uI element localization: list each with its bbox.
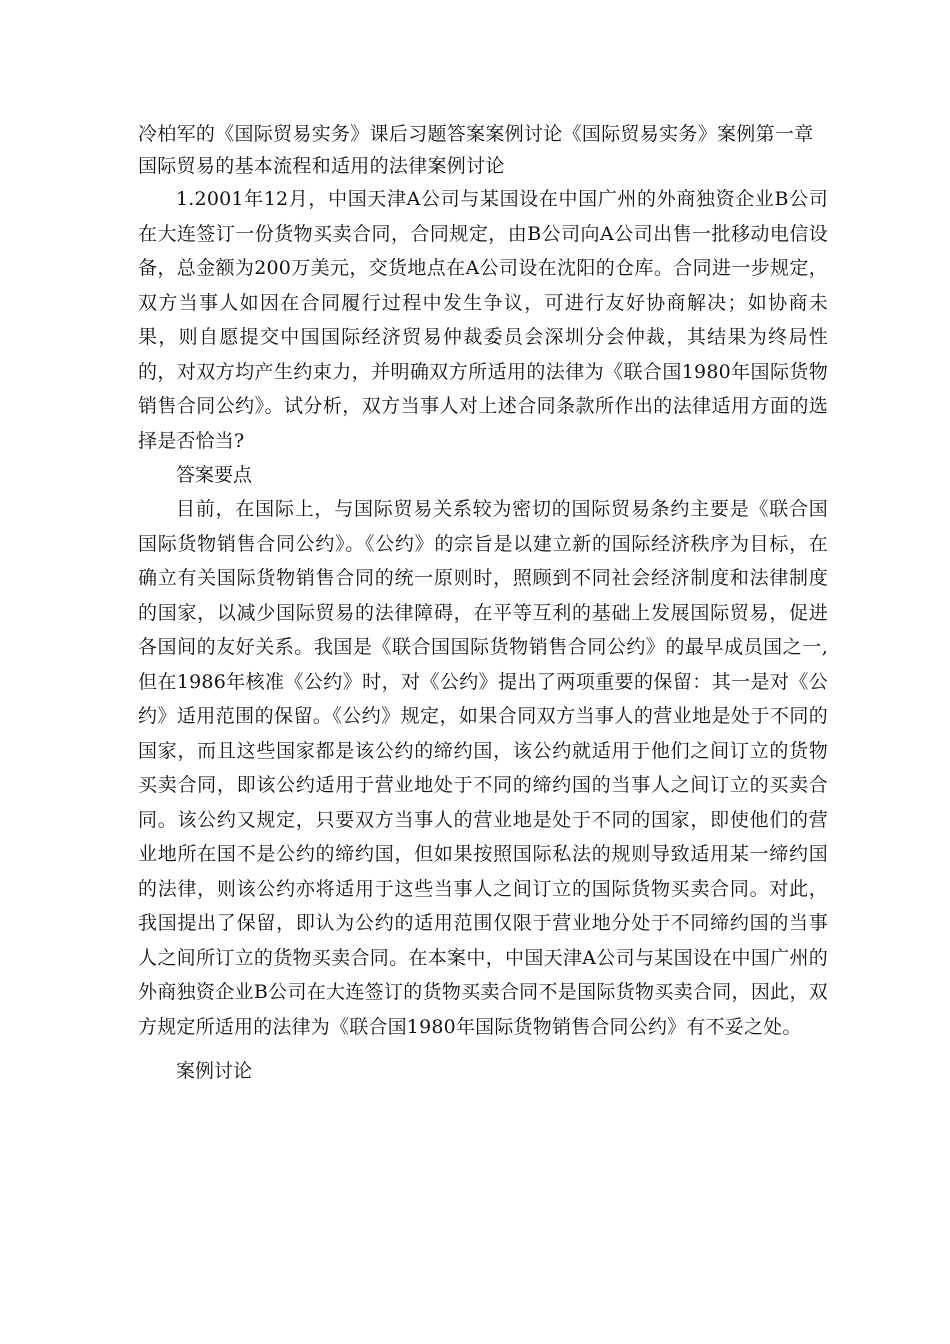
case-discussion-heading: 案例讨论 [176, 1060, 253, 1082]
document-title: 冷柏军的《国际贸易实务》课后习题答案案例讨论《国际贸易实务》案例第一章 国际贸易的基本流程和适用的法律案例讨论 [138, 123, 814, 177]
document-page [138, 118, 828, 1088]
answer-paragraph: 目前，在国际上，与国际贸易关系较为密切的国际贸易条约主要是《联合国国际货物销售合同公约》。《公约》的宗旨是以建立新的国际经济秩序为目标，在确立有关国际货物销售合同的统一原则时，照顾到不同社会经济制度和法律制度的国家，以减少国际贸易的法律障碍，在平等互利的基础上发展国际贸易，促进各国间的友好关系。我国是《联合国国际货物销售合同公约》的最早成员国之一,但在1986年核准《公约》时，对《公约》提出了两项重要的保留：其一是对《公约》适用范围的保留。《公约》规定，如果合同双方当事人的营业地是处于不同的国家，而且这些国家都是该公约的缔约国，该公约就适用于他们之间订立的货物买卖合同，即该公约适用于营业地处于不同的缔约国的当事人之间订立的买卖合同。该公约又规定，只要双方当事人的营业地是处于不同的国家，即使他们的营业地所在国不是公约的缔约国，但如果按照国际私法的规则导致适用某一缔约国的法律，则该公约亦将适用于这些当事人之间订立的国际货物买卖合同。对此，我国提出了保留，即认为公约的适用范围仅限于营业地分处于不同缔约国的当事人之间所订立的货物买卖合同。在本案中，中国天津A公司与某国设在中国广州的外商独资企业B公司在大连签订的货物买卖合同不是国际货物买卖合同，因此，双方规定所适用的法律为《联合国1980年国际货物销售合同公约》有不妥之处。 [138, 498, 828, 1038]
answer-heading: 答案要点 [176, 464, 253, 486]
question-paragraph: 1.2001年12月，中国天津A公司与某国设在中国广州的外商独资企业B公司在大连签订一份货物买卖合同，合同规定，由B公司向A公司出售一批移动电信设备，总金额为200万美元，交货地点在A公司设在沈阳的仓库。合同进一步规定，双方当事人如因在合同履行过程中发生争议，可进行友好协商解决；如协商未果，则自愿提交中国国际经济贸易仲裁委员会深圳分会仲裁，其结果为终局性的，对双方均产生约束力，并明确双方所适用的法律为《联合国1980年国际货物销售合同公约》。试分析，双方当事人对上述合同条款所作出的法律适用方面的选择是否恰当? [138, 188, 828, 452]
